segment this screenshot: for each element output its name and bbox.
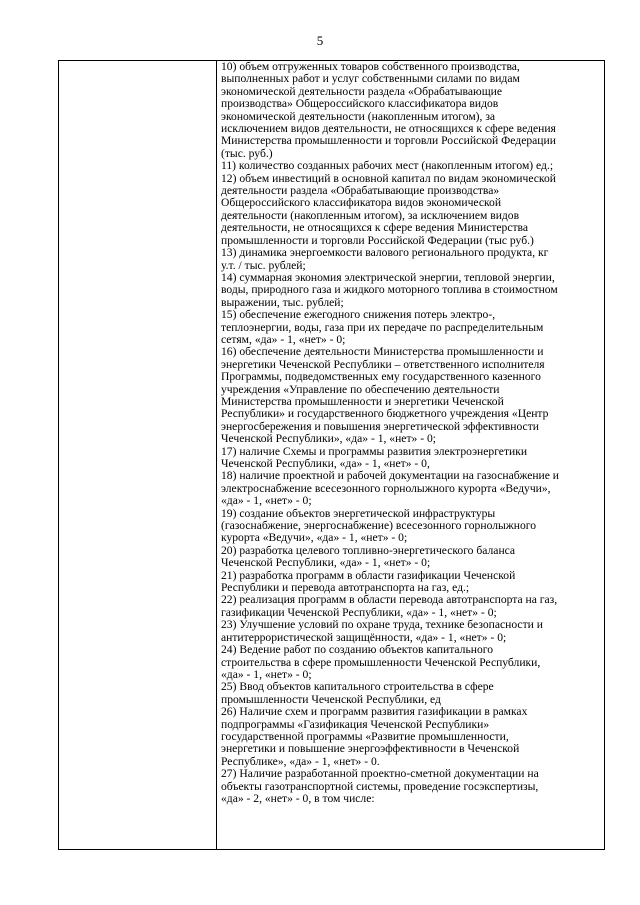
- indicator-item-14: 14) суммарная экономия электрической энергии, тепловой энергии, воды, природного газа и жидкого моторного топлива в стоимостном выражении, тыс. рублей;: [221, 270, 558, 309]
- indicator-item-27: 27) Наличие разработанной проектно-сметной документации на объекты газотранспортной системы, проведение госэкспертизы, «да» - 2, «нет» - 0, в том числе:: [221, 767, 539, 805]
- table-right-cell: [217, 61, 604, 849]
- page-number: 5: [316, 33, 324, 48]
- indicator-item-24: 24) Ведение работ по созданию объектов капитального строительства в сфере промышленности Чеченской Республики, «да» - 1, «нет» - 0;: [221, 643, 541, 681]
- indicator-item-21: 21) разработка программ в области газификации Чеченской Республики и перевода автотранспорта на газ, ед.;: [221, 568, 516, 595]
- indicator-item-26: 26) Наличие схем и программ развития газификации в рамках подпрограммы «Газификация Чеченской Республики» государственной программы «Развитие промышленности, энергетики и повышение энергоэффективности в Чеченской Республике», «да» - 1, «нет» - 0.: [221, 705, 528, 768]
- table-left-cell: [59, 61, 217, 849]
- indicator-item-25: 25) Ввод объектов капитального строительства в сфере промышленности Чеченской Республики, ед: [221, 680, 494, 706]
- indicator-item-22: 22) реализация программ в области перевода автотранспорта на газ, газификации Чеченской Республики, «да» - 1, «нет» - 0;: [221, 593, 558, 619]
- indicator-item-23: 23) Улучшение условий по охране труда, технике безопасности и антитеррористической защищённости, «да» - 1, «нет» - 0;: [221, 618, 543, 644]
- indicator-item-11: 11) количество созданных рабочих мест (накопленным итогом) ед.;: [221, 159, 554, 173]
- indicator-item-12: 12) объем инвестиций в основной капитал по видам экономической деятельности раздела «Обрабатывающие производства» Общероссийского классификатора видов экономической деятельности (накопленным итогом), за исключением видов деятельности, не относящихся к сфере ведения Министерства промышленности и торговли Российской Федерации (тыс руб.): [221, 171, 556, 247]
- indicator-item-17: 17) наличие Схемы и программы развития электроэнергетики Чеченской Республики, «да» - 1, «нет» - 0,: [221, 444, 528, 470]
- indicator-item-10: 10) объем отгруженных товаров собственного производства, выполненных работ и услуг собственными силами по видам экономической деятельности раздела «Обрабатывающие производства» Общероссийского классификатора видов экономической деятельности (накопленным итогом), за исключением видов деятельности, не относящихся к сфере ведения Министерства промышленности и торговли Российской Федерации (тыс. руб.): [221, 61, 556, 160]
- indicators-table: [58, 60, 605, 850]
- indicator-item-16: 16) обеспечение деятельности Министерства промышленности и энергетики Чеченской Республики – ответственного исполнителя Программы, подведомственных ему государственного казенного учреждения «Управление по обеспечению деятельности Министерства промышленности и энергетики Чеченской Республики» и государственного бюджетного учреждения «Центр энергосбережения и повышения энергетической эффективности Чеченской Республики», «да» - 1, «нет» - 0;: [221, 345, 549, 446]
- indicator-item-13: 13) динамика энергоемкости валового регионального продукта, кг у.т. / тыс. рублей;: [221, 246, 549, 272]
- indicator-item-15: 15) обеспечение ежегодного снижения потерь электро-, теплоэнергии, воды, газа при их передаче по распределительным сетям, «да» - 1, «нет» - 0;: [221, 308, 544, 346]
- indicator-item-18: 18) наличие проектной и рабочей документации на газоснабжение и электроснабжение всесезонного горнолыжного курорта «Ведучи», «да» - 1, «нет» - 0;: [221, 469, 560, 508]
- indicator-item-20: 20) разработка целевого топливно-энергетического баланса Чеченской Республики, «да» - 1, «нет» - 0;: [221, 543, 516, 570]
- indicator-item-19: 19) создание объектов энергетической инфраструктуры (газоснабжение, энергоснабжение) всесезонного горнолыжного курорта «Ведучи», «да» - 1, «нет» - 0;: [221, 506, 537, 545]
